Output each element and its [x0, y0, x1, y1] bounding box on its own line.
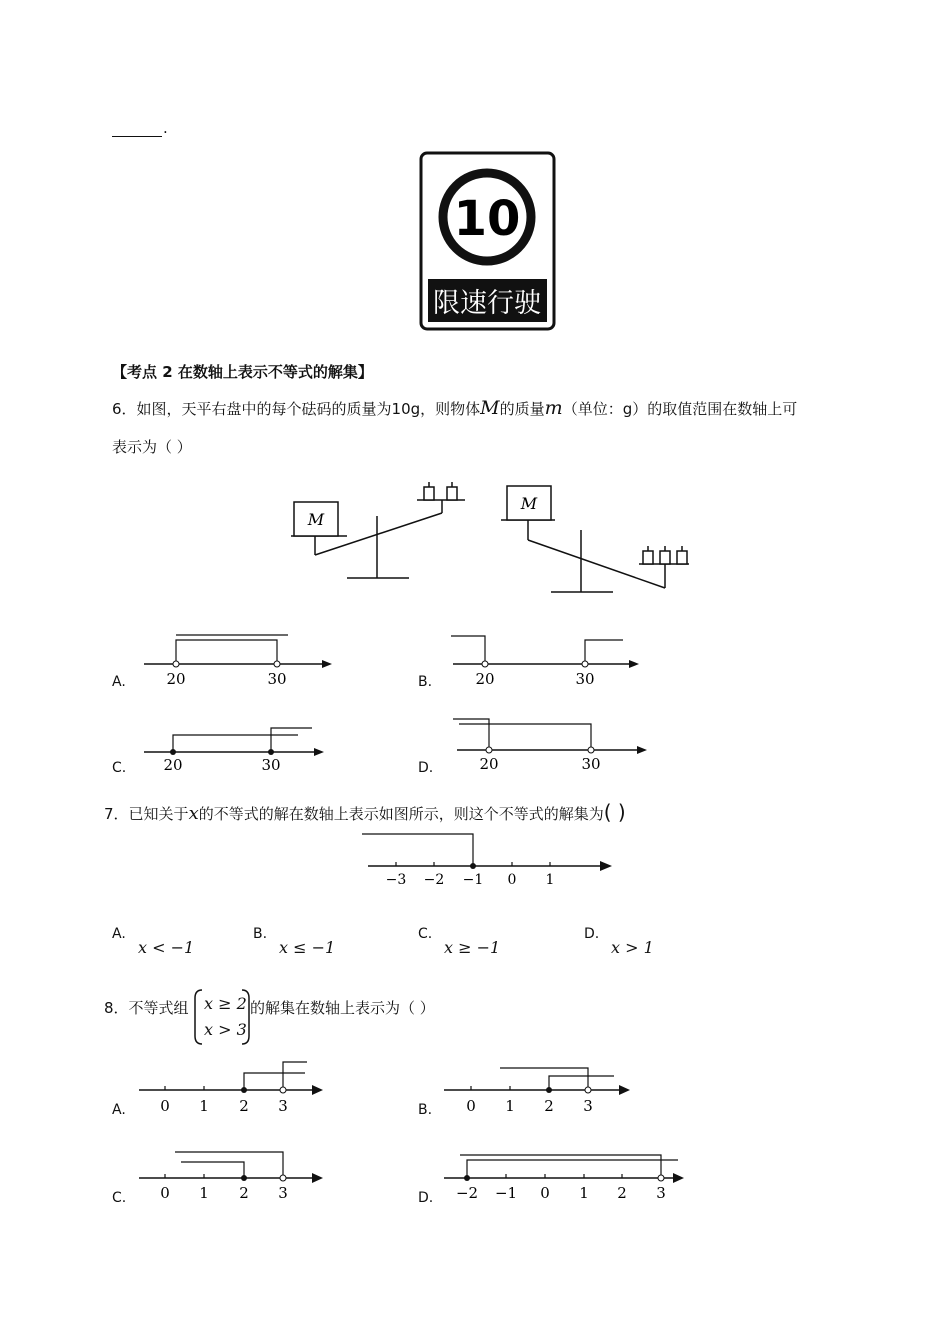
q6-var-M: M: [480, 397, 500, 419]
q6-option-a-numberline[interactable]: [140, 628, 340, 690]
q6-stem: 6．如图，天平右盘中的每个砝码的质量为10g，则物体M的质量m（单位：g）的取值范围在数轴上可: [112, 397, 798, 419]
q6-number: 6．: [112, 400, 137, 418]
answer-blank: [112, 122, 162, 137]
svg-text:2: 2: [544, 1097, 554, 1115]
q7-option-b-expr[interactable]: x ≤ −1: [279, 938, 336, 957]
section-title: 【考点 2 在数轴上表示不等式的解集】: [112, 363, 373, 381]
q7-var-x: x: [188, 803, 199, 824]
q6-option-c-numberline[interactable]: [140, 716, 340, 776]
svg-text:3: 3: [583, 1097, 593, 1115]
svg-text:0: 0: [540, 1184, 550, 1202]
svg-text:−1: −1: [462, 872, 484, 888]
balance-figure: [285, 478, 695, 598]
svg-text:0: 0: [507, 872, 517, 888]
svg-text:30: 30: [267, 670, 287, 688]
q7-stem: 7．已知关于x的不等式的解在数轴上表示如图所示，则这个不等式的解集为( ): [104, 800, 626, 824]
svg-text:−1: −1: [494, 1184, 518, 1202]
q7-option-b-letter[interactable]: B.: [253, 926, 268, 942]
svg-text:0: 0: [160, 1097, 170, 1115]
q8-option-d-numberline[interactable]: [440, 1146, 700, 1206]
q7-number: 7．: [104, 805, 129, 823]
q6-option-d-numberline[interactable]: [445, 712, 655, 774]
q8-option-d-letter[interactable]: D.: [418, 1190, 434, 1206]
q7-option-d-letter[interactable]: D.: [584, 926, 600, 942]
svg-text:1: 1: [199, 1097, 209, 1115]
svg-text:20: 20: [163, 756, 183, 774]
q8-option-c-letter[interactable]: C.: [112, 1190, 127, 1206]
q8-option-a-numberline[interactable]: [135, 1060, 335, 1120]
sign-number: 10: [453, 191, 521, 247]
svg-text:0: 0: [466, 1097, 476, 1115]
svg-text:1: 1: [545, 872, 555, 888]
q6-option-a-letter[interactable]: A.: [112, 674, 126, 690]
q6-option-d-letter[interactable]: D.: [418, 760, 434, 776]
q7-answer-paren: ( ): [603, 800, 626, 824]
svg-text:3: 3: [278, 1097, 288, 1115]
q6-var-m: m: [544, 397, 563, 419]
q8-number: 8．: [104, 999, 129, 1017]
svg-text:1: 1: [505, 1097, 515, 1115]
svg-text:20: 20: [479, 755, 499, 773]
q7-option-c-expr[interactable]: x ≥ −1: [444, 938, 501, 957]
svg-text:30: 30: [581, 755, 601, 773]
svg-text:1: 1: [199, 1184, 209, 1202]
svg-text:−2: −2: [455, 1184, 479, 1202]
sign-caption: 限速行驶: [433, 288, 541, 319]
q8-option-b-letter[interactable]: B.: [418, 1102, 433, 1118]
q8-option-c-numberline[interactable]: [135, 1146, 335, 1206]
q7-option-d-expr[interactable]: x > 1: [611, 938, 654, 957]
q8-inequality-1: x ≥ 2: [204, 994, 247, 1013]
svg-text:20: 20: [475, 670, 495, 688]
q7-option-c-letter[interactable]: C.: [418, 926, 433, 942]
q8-stem-start: 8．不等式组: [104, 999, 189, 1017]
q6-option-c-letter[interactable]: C.: [112, 760, 127, 776]
svg-text:2: 2: [239, 1184, 249, 1202]
svg-text:2: 2: [617, 1184, 627, 1202]
q7-numberline: [360, 826, 620, 894]
blank-period: .: [163, 119, 168, 137]
q6-option-b-letter[interactable]: B.: [418, 674, 433, 690]
svg-text:−3: −3: [385, 872, 407, 888]
svg-text:20: 20: [166, 670, 186, 688]
svg-text:3: 3: [656, 1184, 666, 1202]
q6-stem-line2: 表示为（ ）: [112, 438, 192, 456]
svg-text:30: 30: [261, 756, 281, 774]
svg-text:1: 1: [579, 1184, 589, 1202]
svg-text:0: 0: [160, 1184, 170, 1202]
q7-option-a-expr[interactable]: x < −1: [138, 938, 195, 957]
q8-option-b-numberline[interactable]: [440, 1060, 640, 1120]
svg-text:2: 2: [239, 1097, 249, 1115]
left-box-label: M: [307, 510, 325, 529]
q6-option-b-numberline[interactable]: [445, 628, 645, 690]
q7-option-a-letter[interactable]: A.: [112, 926, 126, 942]
right-box-label: M: [520, 494, 538, 513]
q8-option-a-letter[interactable]: A.: [112, 1102, 126, 1118]
svg-text:30: 30: [575, 670, 595, 688]
q8-stem-end: 的解集在数轴上表示为（ ）: [250, 999, 435, 1017]
speed-limit-sign: [418, 150, 558, 332]
q8-inequality-2: x > 3: [204, 1020, 247, 1039]
svg-text:−2: −2: [423, 872, 445, 888]
svg-text:3: 3: [278, 1184, 288, 1202]
